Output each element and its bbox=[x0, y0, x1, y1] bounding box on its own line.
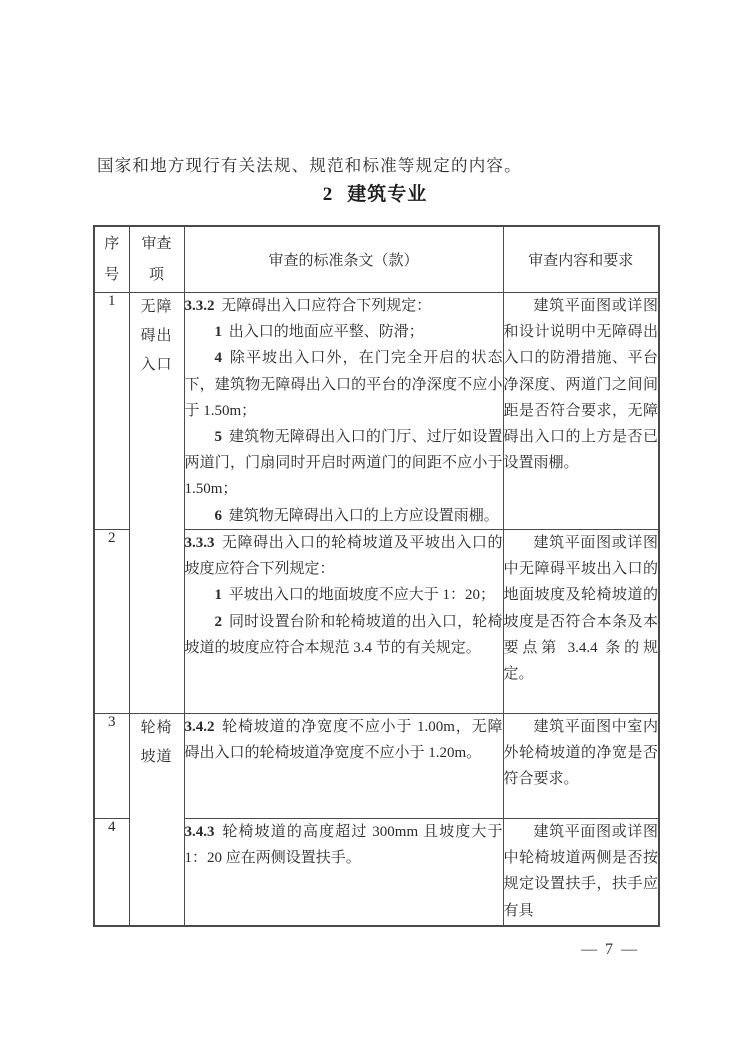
intro-paragraph: 国家和地方现行有关法规、规范和标准等规定的内容。 bbox=[97, 155, 522, 175]
category-cell-wheelchair-ramp: 轮椅坡道 bbox=[129, 714, 184, 927]
clause-cell bbox=[184, 714, 503, 819]
page-number: — 7 — bbox=[581, 941, 639, 958]
row-number-cell: 1 bbox=[94, 293, 129, 530]
row-number-cell: 3 bbox=[94, 714, 129, 819]
clause-paragraph: 3.4.2 轮椅坡道的净宽度不应小于 1.00m，无障碍出入口的轮椅坡道净宽度不应小于 1.20m。 bbox=[184, 719, 503, 762]
clause-paragraph: 5 建筑物无障碍出入口的门厅、过厅如设置两道门，门扇同时开启时两道门的间距不应小于 1.50m； bbox=[184, 429, 503, 498]
clause-cell bbox=[184, 293, 503, 530]
row-number-cell: 4 bbox=[94, 819, 129, 927]
clause-number: 4 bbox=[214, 350, 222, 367]
table-row bbox=[94, 714, 659, 819]
section-number: 2 bbox=[322, 184, 334, 205]
section-title: 建筑专业 bbox=[347, 184, 428, 205]
review-cell bbox=[503, 530, 659, 714]
clause-number: 2 bbox=[214, 613, 222, 630]
review-cell bbox=[503, 293, 659, 530]
clause-paragraph: 3.4.3 轮椅坡道的高度超过 300mm 且坡度大于 1：20 应在两侧设置扶手。 bbox=[184, 824, 503, 867]
review-cell bbox=[503, 714, 659, 819]
clause-cell bbox=[184, 530, 503, 714]
clause-cell bbox=[184, 819, 503, 927]
table-row bbox=[94, 293, 659, 530]
clause-number: 5 bbox=[214, 429, 222, 446]
clause-number: 3.3.3 bbox=[184, 535, 215, 551]
review-paragraph: 建筑平面图或详图和设计说明中无障碍出入口的防滑措施、平台净深度、两道门之间间距是否符合要求，无障碍出入口的上方是否已设置雨棚。 bbox=[503, 298, 658, 472]
clause-paragraph: 1 出入口的地面应平整、防滑； bbox=[214, 324, 424, 341]
category-cell-barrier-free-entrance: 无障碍出入口 bbox=[129, 293, 184, 714]
clause-number: 6 bbox=[214, 507, 222, 524]
column-header-no: 序号 bbox=[94, 226, 129, 293]
clause-number: 3.3.2 bbox=[184, 298, 215, 314]
column-header-item: 审查项 bbox=[129, 226, 184, 293]
clause-paragraph: 2 同时设置台阶和轮椅坡道的出入口，轮椅坡道的坡度应符合本规范 3.4 节的有关规定。 bbox=[184, 613, 503, 656]
clause-paragraph: 6 建筑物无障碍出入口的上方应设置雨棚。 bbox=[214, 507, 499, 524]
clause-number: 3.4.3 bbox=[184, 824, 215, 840]
clause-paragraph: 4 除平坡出入口外，在门完全开启的状态下，建筑物无障碍出入口的平台的净深度不应小于 1.50m； bbox=[184, 350, 503, 419]
column-header-review: 审查内容和要求 bbox=[503, 226, 659, 293]
clause-paragraph: 3.3.2 无障碍出入口应符合下列规定： bbox=[184, 298, 432, 314]
clause-number: 1 bbox=[214, 587, 222, 604]
column-header-clause: 审查的标准条文（款） bbox=[184, 226, 503, 293]
review-table bbox=[93, 225, 660, 927]
review-paragraph: 建筑平面图中室内外轮椅坡道的净宽是否符合要求。 bbox=[503, 719, 658, 788]
clause-number: 1 bbox=[214, 324, 222, 341]
review-paragraph: 建筑平面图或详图中轮椅坡道两侧是否按规定设置扶手，扶手应有具 bbox=[503, 824, 658, 919]
review-paragraph: 建筑平面图或详图中无障碍平坡出入口的地面坡度及轮椅坡道的坡度是否符合本条及本要点第 3.4.4 条的规定。 bbox=[503, 535, 658, 683]
clause-paragraph: 1 平坡出入口的地面坡度不应大于 1：20； bbox=[214, 587, 496, 604]
table-header-row bbox=[94, 226, 659, 293]
section-heading bbox=[0, 179, 750, 206]
row-number-cell: 2 bbox=[94, 530, 129, 714]
clause-paragraph: 3.3.3 无障碍出入口的轮椅坡道及平坡出入口的坡度应符合下列规定： bbox=[184, 535, 503, 578]
clause-number: 3.4.2 bbox=[184, 719, 215, 735]
review-cell bbox=[503, 819, 659, 927]
